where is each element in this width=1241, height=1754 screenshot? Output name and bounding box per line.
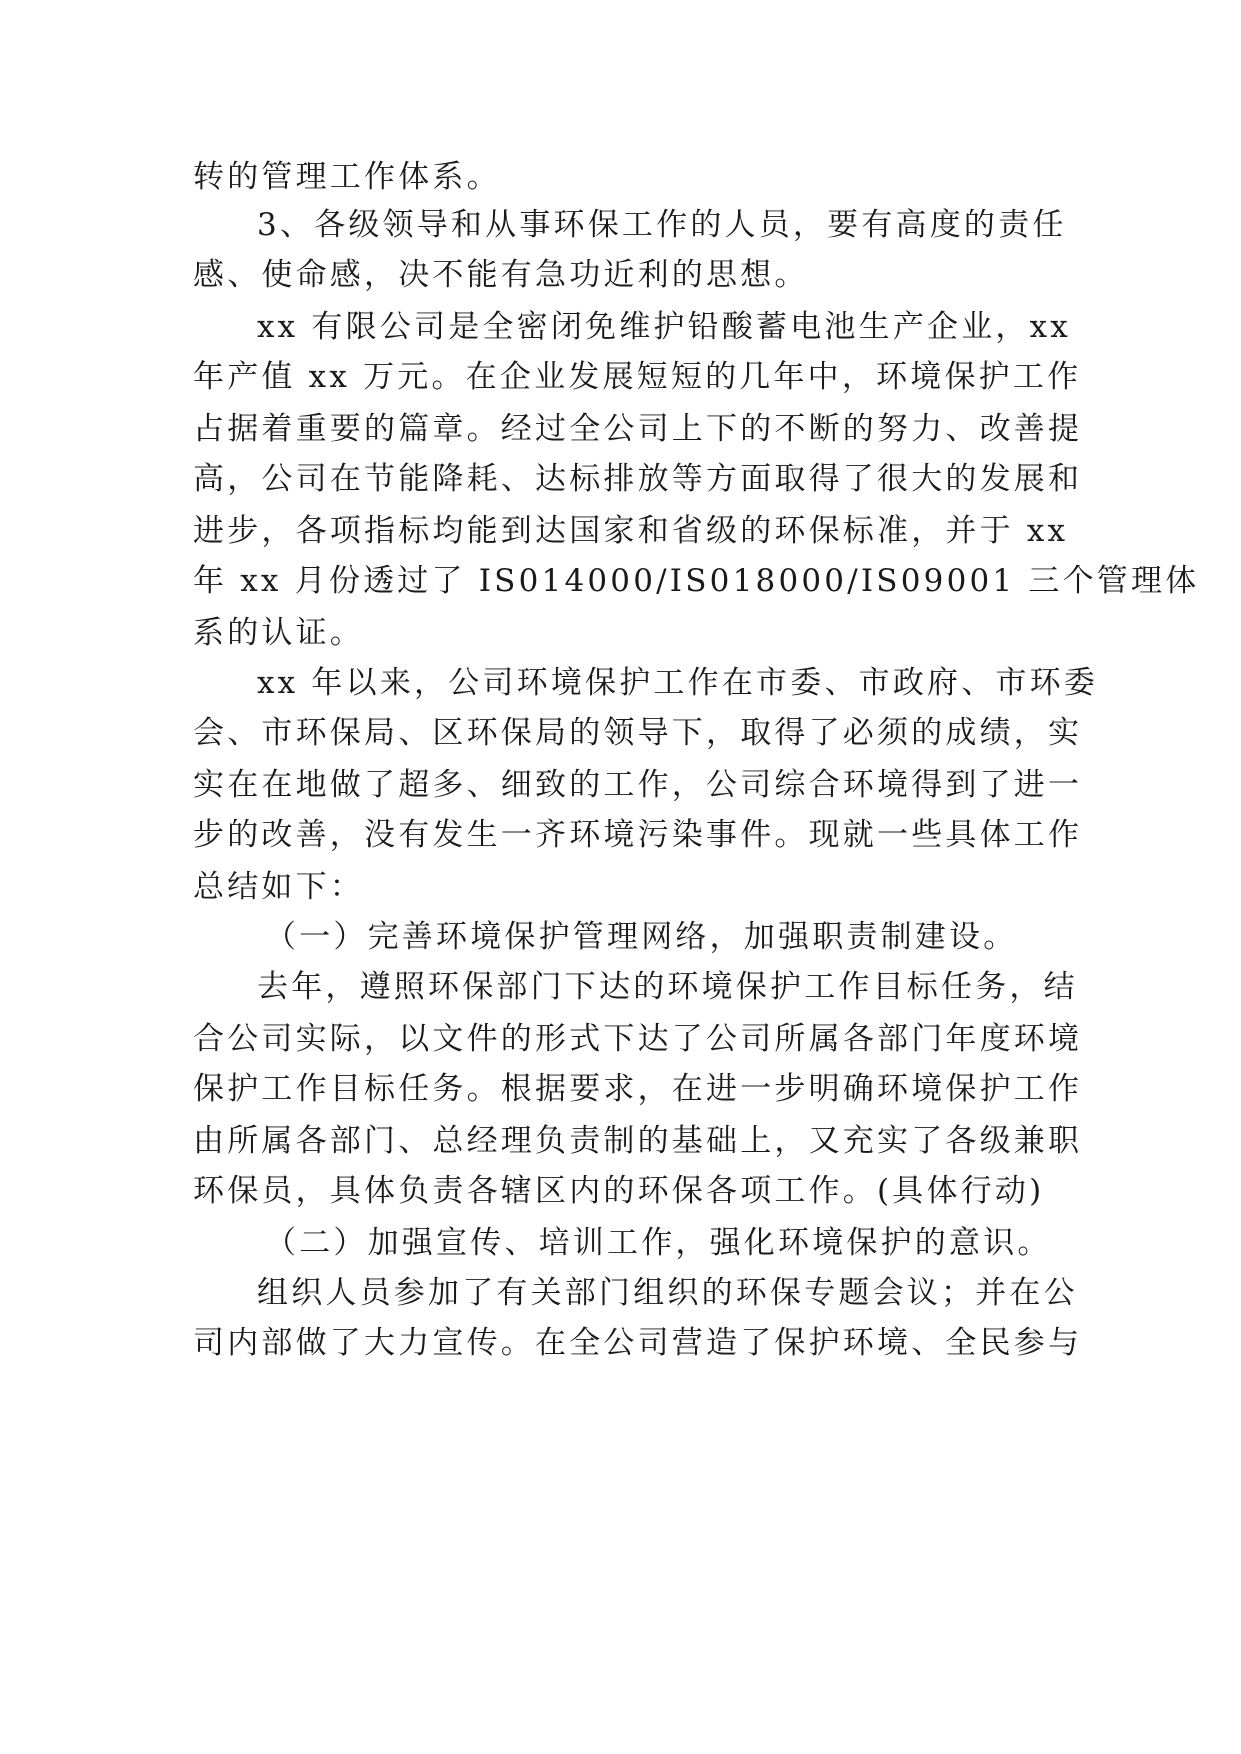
text-line: xx 有限公司是全密闭免维护铅酸蓄电池生产企业，xx	[257, 309, 1071, 345]
text-line: 3、各级领导和从事环保工作的人员，要有高度的责任	[257, 207, 1067, 243]
text-line: 去年，遵照环保部门下达的环境保护工作目标任务，结	[257, 969, 1078, 1005]
text-line: 环保员，具体负责各辖区内的环保各项工作。(具体行动)	[193, 1173, 1045, 1209]
text-line: 系的认证。	[193, 615, 364, 651]
text-line: 年产值 xx 万元。在企业发展短短的几年中，环境保护工作	[193, 359, 1082, 395]
text-line: 感、使命感，决不能有急功近利的思想。	[193, 257, 809, 293]
text-line: 实在在地做了超多、细致的工作，公司综合环境得到了进一	[193, 767, 1083, 803]
text-line: 司内部做了大力宣传。在全公司营造了保护环境、全民参与	[193, 1325, 1083, 1361]
text-line: 组织人员参加了有关部门组织的环保专题会议；并在公	[257, 1275, 1078, 1311]
text-line: 进步，各项指标均能到达国家和省级的环保标准，并于 xx	[193, 513, 1069, 549]
text-line: 保护工作目标任务。根据要求，在进一步明确环境保护工作	[193, 1071, 1083, 1107]
text-line: 转的管理工作体系。	[193, 159, 501, 195]
text-line: 年 xx 月份透过了 IS014000/IS018000/IS09001 三个管理体	[193, 563, 1200, 599]
text-line: 会、市环保局、区环保局的领导下，取得了必须的成绩，实	[193, 715, 1083, 751]
text-line: 总结如下：	[193, 869, 364, 905]
section-heading: （一）完善环境保护管理网络，加强职责制建设。	[265, 919, 1018, 955]
text-line: 步的改善，没有发生一齐环境污染事件。现就一些具体工作	[193, 817, 1083, 853]
section-heading: （二）加强宣传、培训工作，强化环境保护的意识。	[265, 1225, 1052, 1261]
text-line: 合公司实际，以文件的形式下达了公司所属各部门年度环境	[193, 1021, 1083, 1057]
text-line: 占据着重要的篇章。经过全公司上下的不断的努力、改善提	[193, 411, 1083, 447]
text-line: 高，公司在节能降耗、达标排放等方面取得了很大的发展和	[193, 461, 1083, 497]
text-line: xx 年以来，公司环境保护工作在市委、市政府、市环委	[257, 665, 1099, 701]
text-line: 由所属各部门、总经理负责制的基础上，又充实了各级兼职	[193, 1123, 1083, 1159]
